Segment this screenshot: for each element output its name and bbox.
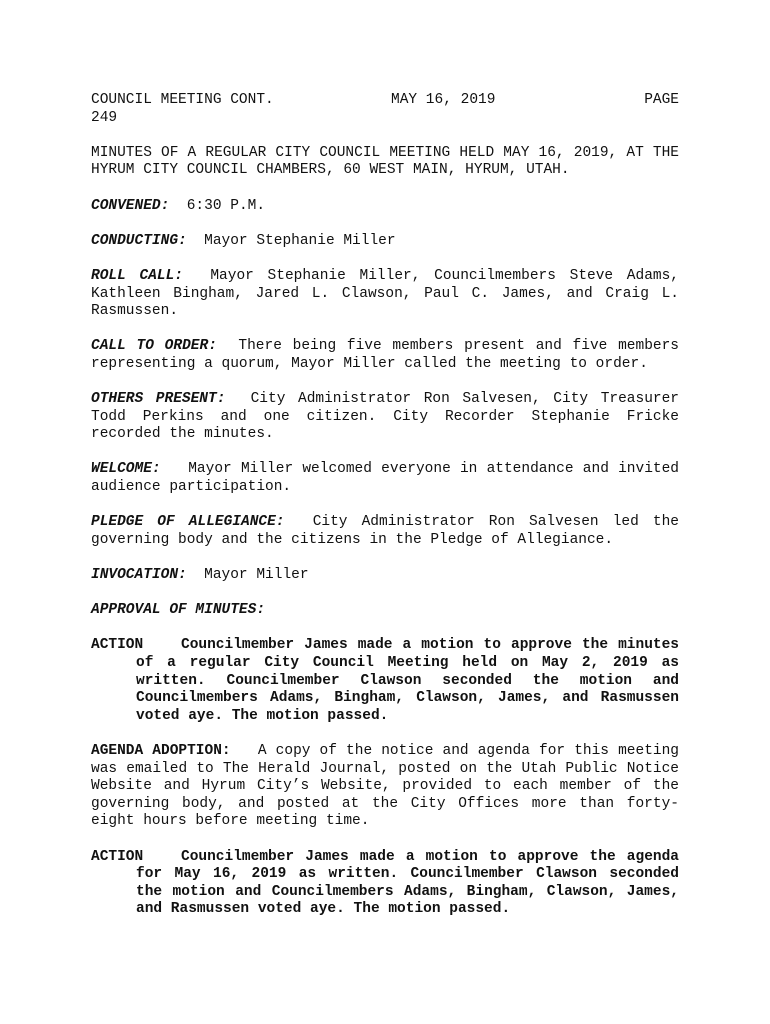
agenda-adoption-text: A copy of the notice and agenda for this meeting was emailed to The Herald Journal, posted on the Utah Public Notice Website and Hyrum City’s Website, provided to each member of the governing body, and posted at the City Offices more than forty-eight hours before meeting time. <box>91 742 679 830</box>
call-to-order-text: There being five members present and five members representing a quorum, Mayor Miller called the meeting to order. <box>91 338 680 372</box>
action-minutes-text: Councilmember James made a motion to approve the minutes of a regular City Council Meeting held on May 2, 2019 as written. Councilmember Clawson seconded the motion and Councilmembers Adams, Bingham, Clawson, James, and Rasmussen voted aye. The motion passed. <box>136 637 679 724</box>
header-date: MAY 16, 2019 <box>391 92 496 108</box>
pledge-text: City Administrator Ron Salvesen led the governing body and the citizens in the Pledge of Allegiance. <box>91 514 680 548</box>
action-word: ACTION <box>91 848 144 865</box>
page-number: 249 <box>91 109 118 126</box>
approval-of-minutes-label: APPROVAL OF MINUTES: <box>91 602 266 619</box>
invocation-label: INVOCATION: <box>91 567 187 584</box>
conducting-text: Mayor Stephanie Miller <box>204 232 396 249</box>
action-agenda-motion <box>91 849 679 919</box>
welcome-text: Mayor Miller welcomed everyone in attendance and invited audience participation. <box>91 461 680 496</box>
convened-label: CONVENED: <box>91 197 170 214</box>
agenda-adoption-section <box>91 743 679 831</box>
header-page-label: PAGE <box>644 92 679 108</box>
others-present-text: City Administrator Ron Salvesen, City Treasurer Todd Perkins and one citizen. City Recorder Stephanie Fricke recorded the minutes. <box>91 391 680 443</box>
others-present-label: OTHERS PRESENT: <box>91 391 226 408</box>
convened-text: 6:30 P.M. <box>186 197 266 214</box>
roll-call-section <box>91 268 679 321</box>
action-minutes-motion <box>91 637 679 725</box>
roll-call-text: Mayor Stephanie Miller, Councilmembers Steve Adams, Kathleen Bingham, Jared L. Clawson, Paul C. James, and Craig L. Rasmussen. <box>91 267 680 320</box>
pledge-section <box>91 514 679 549</box>
agenda-adoption-label: AGENDA ADOPTION: <box>91 742 231 759</box>
convened-section <box>91 198 679 216</box>
action-word: ACTION <box>91 637 144 654</box>
intro-paragraph: MINUTES OF A REGULAR CITY COUNCIL MEETING HELD MAY 16, 2019, AT THE HYRUM CITY COUNCIL CHAMBERS, 60 WEST MAIN, HYRUM, UTAH. <box>91 144 679 179</box>
page-header <box>91 92 679 110</box>
call-to-order-label: CALL TO ORDER: <box>91 338 217 355</box>
action-agenda-text: Councilmember James made a motion to approve the agenda for May 16, 2019 as written. Councilmember Clawson seconded the motion and Councilmembers Adams, Bingham, Clawson, James, and Rasmussen voted aye. The motion passed. <box>136 848 679 918</box>
minutes-page <box>91 92 679 937</box>
approval-of-minutes-section <box>91 602 679 620</box>
pledge-label: PLEDGE OF ALLEGIANCE: <box>91 514 285 531</box>
call-to-order-section <box>91 338 679 373</box>
others-present-section <box>91 391 679 444</box>
invocation-section <box>91 567 679 585</box>
invocation-text: Mayor Miller <box>204 567 309 584</box>
header-title: COUNCIL MEETING CONT. <box>91 92 274 108</box>
conducting-section <box>91 233 679 251</box>
welcome-label: WELCOME: <box>91 461 161 478</box>
roll-call-label: ROLL CALL: <box>91 267 183 284</box>
conducting-label: CONDUCTING: <box>91 232 187 249</box>
welcome-section <box>91 461 679 496</box>
